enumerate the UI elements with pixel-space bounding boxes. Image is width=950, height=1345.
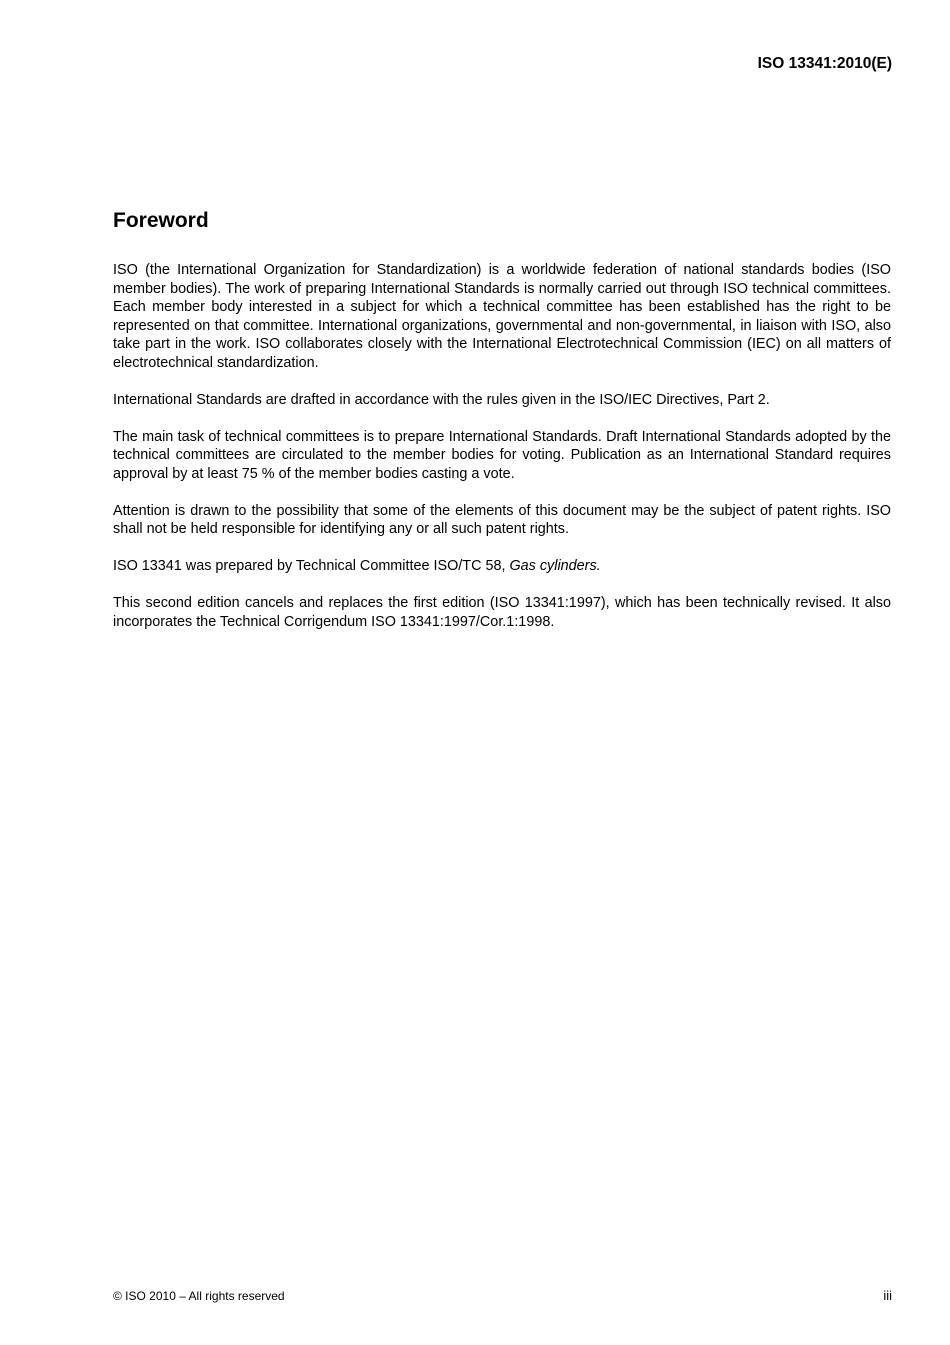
page-number: iii bbox=[883, 1288, 892, 1303]
page-title: Foreword bbox=[113, 209, 209, 232]
prepared-by-text: ISO 13341 was prepared by Technical Committee ISO/TC 58, bbox=[113, 558, 510, 574]
foreword-body bbox=[113, 261, 891, 631]
paragraph-edition-note: This second edition cancels and replaces the first edition (ISO 13341:1997), which has been technically revised. It also incorporates the Technical Corrigendum ISO 13341:1997/Cor.1:1998. bbox=[113, 595, 891, 630]
paragraph-prepared-by bbox=[113, 557, 891, 576]
paragraph-main-task: The main task of technical committees is to prepare International Standards. Draft International Standards adopted by the technical committees are circulated to the member bodies for voting. Publication as an International Standard requires approval by at least 75 % of the member bodies casting a vote. bbox=[113, 428, 891, 482]
paragraph-directives: International Standards are drafted in accordance with the rules given in the ISO/IEC Directives, Part 2. bbox=[113, 391, 770, 408]
paragraph-iso-intro: ISO (the International Organization for Standardization) is a worldwide federation of national standards bodies (ISO member bodies). The work of preparing International Standards is normally carried out through ISO technical committees. Each member body interested in a subject for which a technical committee has been established has the right to be represented on that committee. International organizations, governmental and non-governmental, in liaison with ISO, also take part in the work. ISO collaborates closely with the International Electrotechnical Commission (IEC) on all matters of electrotechnical standardization. bbox=[113, 262, 891, 371]
committee-title: Gas cylinders. bbox=[509, 558, 601, 574]
document-id: ISO 13341:2010(E) bbox=[757, 55, 892, 72]
paragraph-patent-rights: Attention is drawn to the possibility that some of the elements of this document may be the subject of patent rights. ISO shall not be held responsible for identifying any or all such patent rights. bbox=[113, 502, 891, 537]
copyright-notice: © ISO 2010 – All rights reserved bbox=[113, 1289, 285, 1303]
